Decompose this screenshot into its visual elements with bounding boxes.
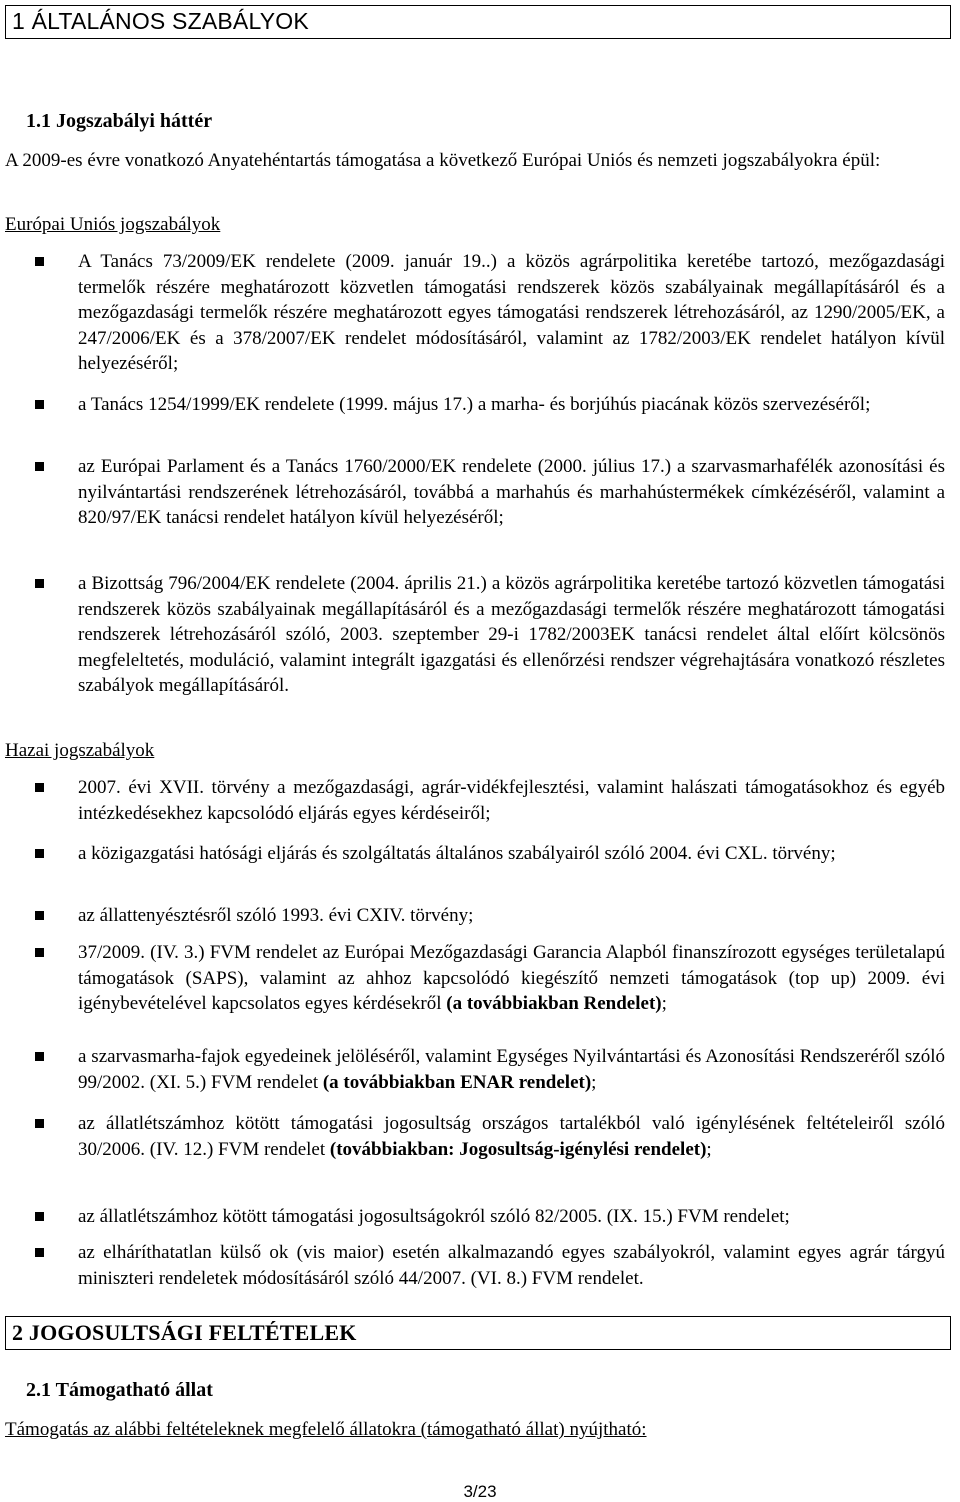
list-item-bold-text: (továbbiakban: Jogosultság-igénylési rendelet) bbox=[329, 1138, 707, 1160]
list-item-text: 2007. évi XVII. törvény a mezőgazdasági, agrár-vidékfejlesztési, valamint halászati támogatásokhoz és egyéb intézkedésekhez kapcsolódó eljárás egyes kérdéseiről; bbox=[78, 777, 945, 824]
list-item bbox=[78, 1204, 945, 1230]
list-item-text: az állatlétszámhoz kötött támogatási jogosultság országos tartalékból való igénylésének feltételeiről szóló 30/2006. (IV. 12.) FVM rendelet bbox=[78, 1113, 945, 1160]
eligibility-intro-text: Támogatás az alábbi feltételeknek megfelelő állatokra (támogatható állat) nyújtható: bbox=[5, 1419, 647, 1440]
bullet-icon bbox=[35, 783, 44, 792]
hu-laws-title bbox=[5, 738, 945, 763]
list-item-text: a Bizottság 796/2004/EK rendelete (2004. április 21.) a közös agrárpolitika keretébe tartozó közvetlen támogatási rendszerek közös szabályainak megállapításáról és a mezőgazdasági termelők részére meghatározott támogatási rendszerek létrehozásáról szóló, 2003. szeptember 29-i 1782/2003EK tanácsi rendelet által előírt kölcsönös megfeleltetés, moduláció, valamint integrált igazgatási és ellenőrzési rendszer végrehajtására vonatkozó részletes szabályok megállapításáról. bbox=[78, 573, 945, 696]
list-item bbox=[78, 571, 945, 699]
list-item bbox=[78, 1240, 945, 1291]
subsection-heading: 2.1 Támogatható állat bbox=[26, 1379, 213, 1401]
bullet-icon bbox=[35, 1248, 44, 1257]
bullet-icon bbox=[35, 911, 44, 920]
list-item-bold-text: (a továbbiakban Rendelet) bbox=[446, 993, 662, 1014]
bullet-icon bbox=[35, 1212, 44, 1221]
eu-laws-title bbox=[5, 212, 945, 237]
bullet-icon bbox=[35, 948, 44, 957]
list-item-tail: ; bbox=[706, 1138, 712, 1160]
list-item-tail: ; bbox=[591, 1071, 597, 1093]
list-item bbox=[78, 841, 945, 867]
list-item-text: az állattenyésztésről szóló 1993. évi CXIV. törvény; bbox=[78, 905, 474, 926]
list-item bbox=[78, 775, 945, 826]
list-item-tail: ; bbox=[661, 993, 667, 1014]
bullet-icon bbox=[35, 400, 44, 409]
bullet-icon bbox=[35, 1119, 44, 1128]
list-item-text: az elháríthatatlan külső ok (vis maior) esetén alkalmazandó egyes szabályokról, valamint egyes agrár tárgyú miniszteri rendeletek módosításáról szóló 44/2007. (VI. 8.) FVM rendelet. bbox=[78, 1242, 945, 1289]
list-item-text: az Európai Parlament és a Tanács 1760/2000/EK rendelete (2000. július 17.) a szarvasmarhafélék azonosítási és nyilvántartási rendszerének létrehozásáról, továbbá a marhahús és marhahústermékek címkézéséről, valamint a 820/97/EK tanácsi rendelet hatályon kívül helyezéséről; bbox=[78, 456, 945, 528]
list-item bbox=[78, 1111, 945, 1162]
list-item bbox=[78, 454, 945, 531]
list-item bbox=[78, 903, 945, 929]
hu-laws-title-text: Hazai jogszabályok bbox=[5, 740, 155, 761]
list-item bbox=[78, 1044, 945, 1095]
bullet-icon bbox=[35, 1052, 44, 1061]
intro-paragraph: A 2009-es évre vonatkozó Anyatehéntartás támogatása a következő Európai Uniós és nemzeti jogszabályokra épül: bbox=[5, 150, 881, 171]
bullet-icon bbox=[35, 579, 44, 588]
list-item-bold-text: (a továbbiakban ENAR rendelet) bbox=[322, 1071, 592, 1093]
list-item-text: az állatlétszámhoz kötött támogatási jogosultságokról szóló 82/2005. (IX. 15.) FVM rendelet; bbox=[78, 1206, 790, 1227]
list-item-text: 37/2009. (IV. 3.) FVM rendelet az Európai Mezőgazdasági Garancia Alapból finanszírozott egységes területalapú támogatások (SAPS), valamint az ahhoz kapcsolódó kiegészítő nemzeti támogatások (top up) 2009. évi igénybevételével kapcsolatos egyes kérdésekről bbox=[78, 942, 945, 1014]
list-item-text: a közigazgatási hatósági eljárás és szolgáltatás általános szabályairól szóló 2004. évi CXL. törvény; bbox=[78, 843, 836, 864]
list-item-text: a Tanács 1254/1999/EK rendelete (1999. május 17.) a marha- és borjúhús piacának közös szervezéséről; bbox=[78, 394, 871, 415]
list-item bbox=[78, 249, 945, 377]
eligibility-intro bbox=[5, 1417, 945, 1442]
section-heading: 2 JOGOSULTSÁGI FELTÉTELEK bbox=[5, 1316, 951, 1350]
page-number: 3/23 bbox=[463, 1482, 497, 1501]
eu-laws-title-text: Európai Uniós jogszabályok bbox=[5, 214, 221, 235]
list-item bbox=[78, 940, 945, 1017]
section-heading: 1 ÁLTALÁNOS SZABÁLYOK bbox=[5, 5, 951, 39]
bullet-icon bbox=[35, 849, 44, 858]
subsection-heading: 1.1 Jogszabályi háttér bbox=[26, 110, 213, 132]
list-item-text: a szarvasmarha-fajok egyedeinek jelöléséről, valamint Egységes Nyilvántartási és Azonosítási Rendszeréről szóló 99/2002. (XI. 5.) FVM rendelet bbox=[78, 1046, 945, 1093]
list-item bbox=[78, 392, 945, 418]
bullet-icon bbox=[35, 257, 44, 266]
bullet-icon bbox=[35, 462, 44, 471]
list-item-text: A Tanács 73/2009/EK rendelete (2009. január 19..) a közös agrárpolitika keretébe tartozó, mezőgazdasági termelők részére meghatározott közvetlen támogatási rendszerek közös szabályainak megállapításáról és a mezőgazdasági termelők részére meghatározott egyes támogatási rendszerek létrehozásáról, az 1290/2005/EK, a 247/2006/EK és a 378/2007/EK rendelet módosításáról, valamint az 1782/2003/EK rendelet hatályon kívül helyezéséről; bbox=[78, 251, 945, 374]
